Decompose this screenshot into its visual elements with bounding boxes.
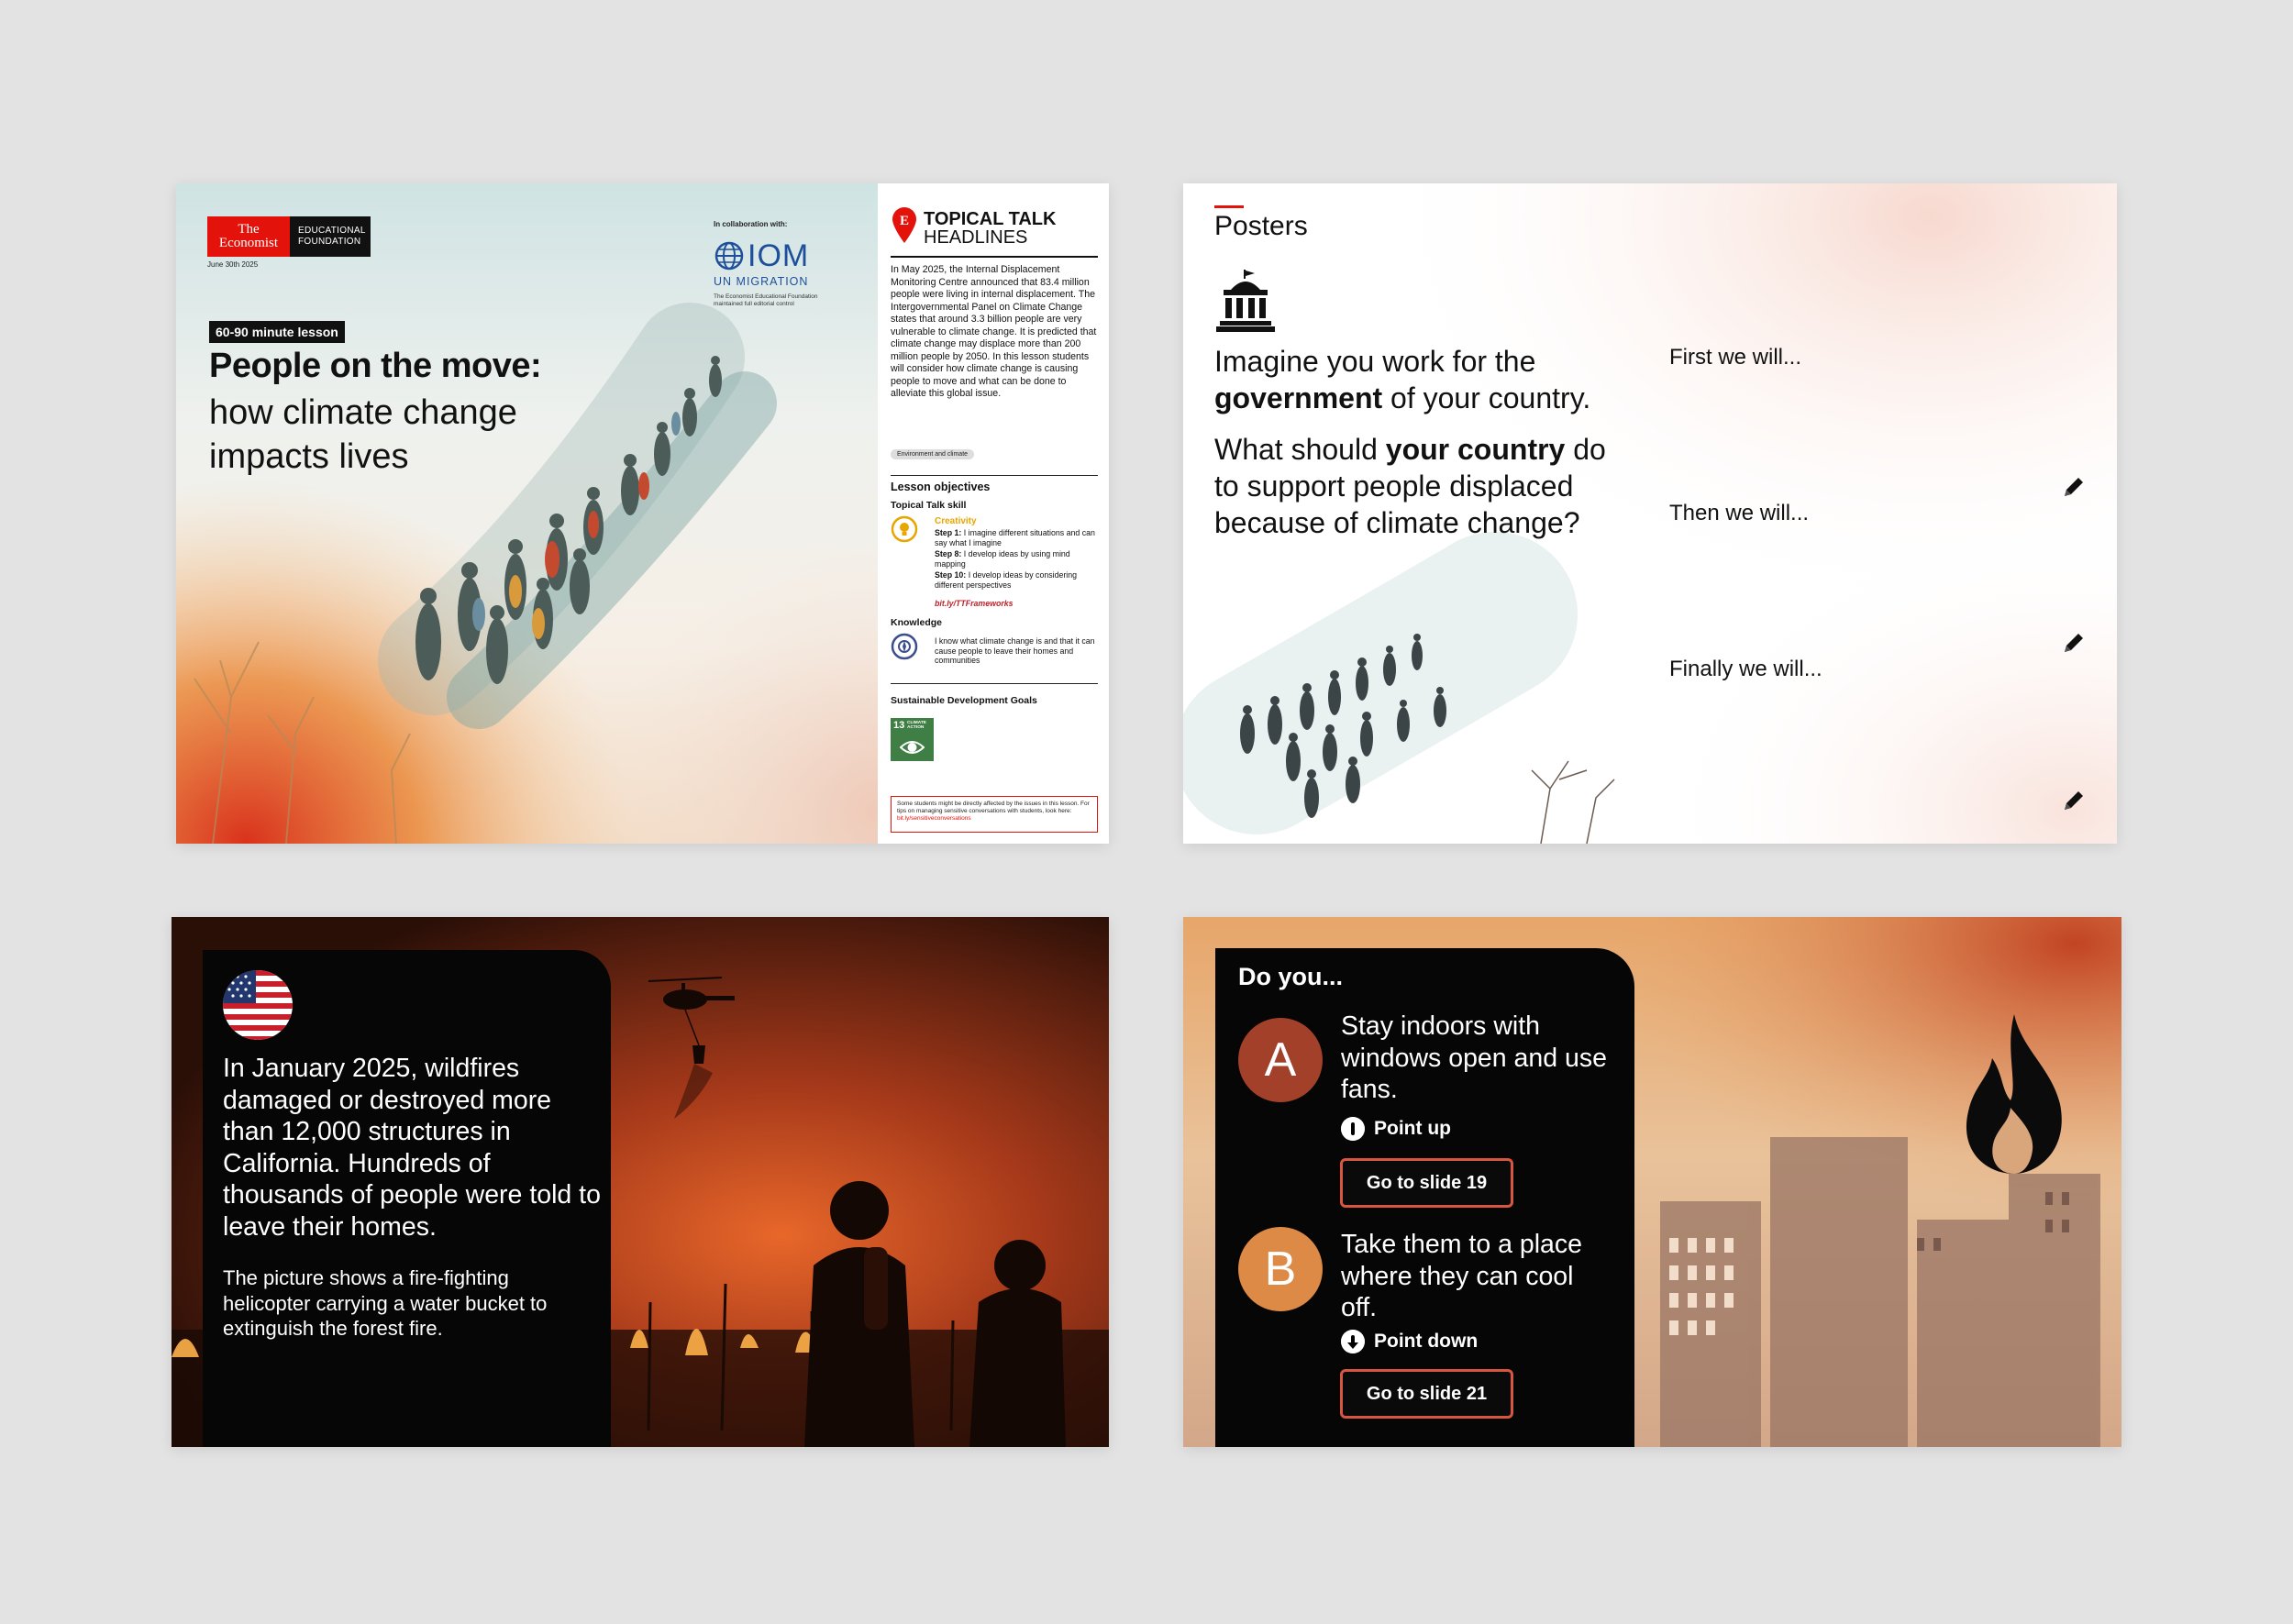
iom-wordmark: IOM [748,238,810,273]
prompt-text: do to support people displaced because of climate change? [1214,433,1606,539]
objectives-heading: Lesson objectives [891,481,991,493]
lesson-intro: In May 2025, the Internal Displacement Monitoring Centre announced that 83.4 million people were living in internal displacement. The Intergovernmental Panel on Climate Change states that around 3.3 billion people are very vulnerable to climate change. It is predicted that climate change may displace more than 200 million people by 2050. In this lesson students will consider how climate change is causing people to move and what can be done to alleviate this global issue. [891,264,1097,399]
location-pin-icon [891,205,918,244]
knowledge-compass-icon [891,633,918,660]
prompt-emphasis: your country [1385,433,1566,466]
editorial-note: The Economist Educational Foundation maintained full editorial control [714,293,818,307]
brand-line-2: HEADLINES [924,227,1028,248]
prompt-text: Imagine you work for the [1214,345,1536,378]
logo-line-2: Economist [218,236,279,250]
option-a-gesture [1341,1117,1451,1141]
iom-subtitle: UN MIGRATION [714,275,809,288]
divider [891,683,1098,684]
prompt-emphasis: government [1214,381,1383,414]
knowledge-heading: Knowledge [891,617,943,628]
cover-title: People on the move: [209,347,542,385]
posters-slide [1183,183,2117,844]
question-prompt [1214,431,1636,541]
wildfire-fact: In January 2025, wildfires damaged or destroyed more than 12,000 structures in California. Hundreds of thousands of people were told to leave their homes. [223,1054,601,1242]
step-label: Step 1: [935,528,962,537]
slide-title: Posters [1214,211,1308,241]
step-then: Then we will... [1669,501,1810,525]
skill-name: Creativity [935,516,977,526]
brand-line-1: TOPICAL TALK [924,209,1057,229]
economist-logo-mark [207,216,290,257]
wildfire-slide [172,917,1109,1447]
sdg-heading: Sustainable Development Goals [891,695,1037,706]
topical-talk-brand [891,205,1056,247]
question-heading: Do you... [1238,963,1343,990]
title-accent [1214,205,1244,208]
divider [891,475,1098,476]
role-prompt [1214,343,1609,416]
step-text: I imagine different situations and can say what I imagine [935,528,1095,547]
creativity-lightbulb-icon [891,515,918,543]
prompt-text: of your country. [1390,381,1591,414]
prompt-text: What should [1214,433,1378,466]
fire-icon [1961,1012,2069,1176]
skill-step-8 [935,549,1100,569]
pencil-icon[interactable] [2062,631,2086,655]
option-b-badge: B [1238,1227,1323,1311]
go-to-slide-21-button[interactable]: Go to slide 21 [1340,1369,1513,1419]
step-label: Step 8: [935,549,962,558]
pencil-icon[interactable] [2062,475,2086,499]
svg-text:E: E [899,214,910,228]
gesture-label: Point down [1374,1331,1479,1352]
topic-tag: Environment and climate [891,449,974,459]
cover-subtitle: how climate change impacts lives [209,393,517,476]
globe-icon [714,240,745,271]
sensitive-link[interactable]: bit.ly/sensitiveconversations [897,815,971,822]
skill-step-10 [935,570,1100,590]
note-text: Some students might be directly affected by the issues in this lesson. For tips on managing sensitive conversations with students, look here: [897,801,1090,814]
collaboration-label: In collaboration with: [714,220,788,228]
photo-caption: The picture shows a fire-fighting helicopter carrying a water bucket to extinguish the forest fire. [223,1266,548,1340]
sdg-label: CLIMATE ACTION [907,721,926,730]
economist-foundation-logo [207,216,371,257]
option-b-text: Take them to a place where they can cool off. [1341,1230,1582,1322]
government-building-icon [1214,270,1277,332]
skill-heading: Topical Talk skill [891,500,967,511]
step-finally: Finally we will... [1669,657,1822,681]
eye-globe-icon [900,738,925,757]
sdg-13-badge [891,718,934,761]
sensitive-topics-note [891,796,1098,833]
pencil-icon[interactable] [2062,789,2086,812]
lesson-sidebar [878,183,1109,844]
cover-slide [176,183,1109,844]
gesture-label: Point up [1374,1118,1451,1139]
go-to-slide-19-button[interactable]: Go to slide 19 [1340,1158,1513,1208]
choice-slide [1183,917,2121,1447]
option-a-text: Stay indoors with windows open and use fans. [1341,1011,1607,1104]
point-up-icon [1341,1117,1365,1141]
lesson-duration-badge: 60-90 minute lesson [209,321,345,343]
step-text: I develop ideas by considering different perspectives [935,570,1078,590]
point-down-icon [1341,1330,1365,1353]
step-text: I develop ideas by using mind mapping [935,549,1070,569]
knowledge-text: I know what climate change is and that it can cause people to leave their homes and communities [935,636,1095,666]
step-label: Step 10: [935,570,967,580]
logo-line-1: The [238,222,260,237]
sdg-number: 13 [893,720,905,731]
skill-step-1 [935,528,1100,547]
foundation-label [290,216,371,257]
divider [891,256,1098,258]
step-first: First we will... [1669,345,1801,370]
logo-org-2: FOUNDATION [298,237,361,247]
logo-org-1: EDUCATIONAL [298,226,366,236]
option-a-badge: A [1238,1018,1323,1102]
frameworks-link[interactable]: bit.ly/TTFrameworks [935,599,1014,608]
option-b-gesture [1341,1330,1478,1353]
cover-date: June 30th 2025 [207,260,259,269]
usa-flag-icon [223,970,293,1040]
